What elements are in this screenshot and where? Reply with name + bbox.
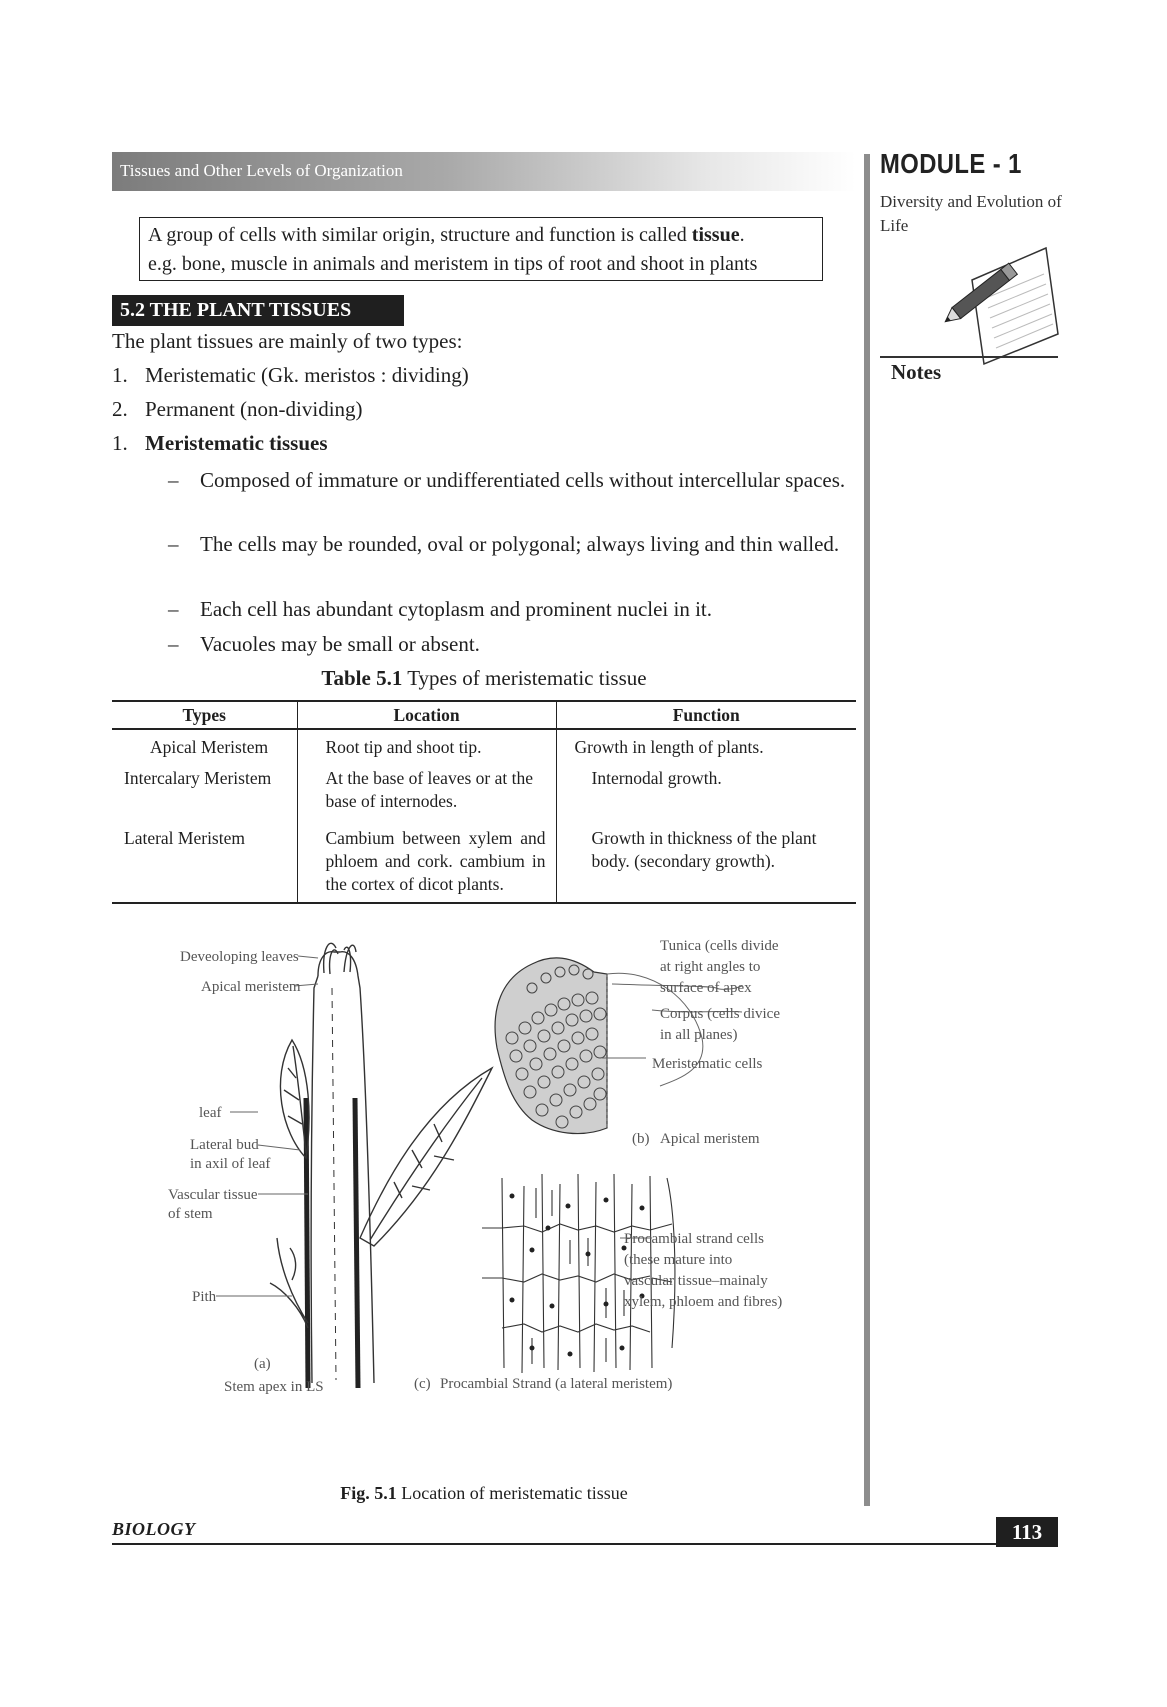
table-cell: Root tip and shoot tip. [297,729,556,763]
page-number: 113 [996,1517,1058,1547]
running-header [112,152,856,191]
subheading: 1. Meristematic tissues [112,431,328,455]
table-cell: Growth in length of plants. [556,729,856,763]
panel-a-caption: Stem apex in LS [224,1379,324,1395]
table-row [112,823,856,903]
module-title: MODULE - 1 [880,148,1022,179]
column-header: Types [112,701,297,729]
meristem-figure [112,928,856,1458]
footer-subject: BIOLOGY [112,1519,196,1539]
label-vascular-tissue: Vascular tissue [168,1187,258,1203]
bullet-item: – The cells may be rounded, oval or polygonal; always living and thin walled. [168,532,840,556]
label-procambial-3: vascular tissue–mainaly [624,1273,768,1289]
notes-rule [880,356,1058,358]
label-procambial-4: xylem, phloem and fibres) [624,1294,783,1310]
type-item: 2. Permanent (non-dividing) [112,397,363,421]
definition-box [139,217,823,281]
module-subtitle: Diversity and Evolution of Life [880,192,1062,235]
table-row [112,729,856,763]
margin-rule [864,154,870,1506]
label-vascular-tissue-2: of stem [168,1206,213,1222]
stem-apex-drawing [270,943,492,1388]
notes-label: Notes [891,360,942,384]
label-procambial-2: (these mature into [624,1252,733,1268]
footer-rule [112,1543,1056,1545]
label-corpus-2: in all planes) [660,1027,738,1043]
definition-line-1: A group of cells with similar origin, structure and function is called tissue. [148,224,745,246]
label-tunica: Tunica (cells divide [660,938,779,954]
tissue-term: tissue [691,224,740,246]
table-cell: Cambium between xylem and phloem and cork. cambium in the cortex of dicot plants. [297,823,556,903]
column-header: Location [297,701,556,729]
definition-line-2: e.g. bone, muscle in animals and meristem in tips of root and shoot in plants [148,253,758,275]
panel-c-label: (c) [414,1376,431,1392]
table-header-row [112,701,856,729]
panel-b-label: (b) [632,1131,650,1147]
table-cell: Apical Meristem [150,737,269,757]
type-item: 1. Meristematic (Gk. meristos : dividing) [112,363,469,387]
panel-c-caption: Procambial Strand (a lateral meristem) [440,1376,673,1392]
table-cell: At the base of leaves or at the base of internodes. [297,763,556,823]
table-cell: Growth in thickness of the plant body. (secondary growth). [556,823,856,903]
running-title: Tissues and Other Levels of Organization [120,161,403,180]
pencil-paper-icon [940,242,1060,370]
label-leaf: leaf [199,1105,222,1121]
label-developing-leaves: Deveoloping leaves [180,949,299,965]
section-heading: 5.2 THE PLANT TISSUES [112,295,404,326]
label-lateral-bud-2: in axil of leaf [190,1156,271,1172]
section-intro: The plant tissues are mainly of two types: [112,329,463,353]
panel-a-label: (a) [254,1356,271,1372]
label-lateral-bud: Lateral bud [190,1137,259,1153]
bullet-item: – Composed of immature or undifferentiated cells without intercellular spaces. [168,468,846,492]
table-row [112,763,856,823]
label-procambial: Procambial strand cells [624,1231,764,1247]
label-corpus: Corpus (cells divice [660,1006,780,1022]
figure-caption: Fig. 5.1 Location of meristematic tissue [340,1483,628,1503]
table-cell: Intercalary Meristem [124,768,272,788]
table-cell: Internodal growth. [556,763,856,823]
label-pith: Pith [192,1289,217,1305]
label-apical-meristem: Apical meristem [201,979,301,995]
column-header: Function [556,701,856,729]
bullet-item: – Vacuoles may be small or absent. [168,632,480,656]
table-caption: Table 5.1 Types of meristematic tissue [321,666,647,690]
meristem-table [112,700,856,904]
label-meristematic-cells: Meristematic cells [652,1056,763,1072]
label-tunica-2: at right angles to [660,959,761,975]
label-tunica-3: surface of apex [660,980,752,996]
table-cell: Lateral Meristem [112,823,297,903]
panel-b-caption: Apical meristem [660,1131,760,1147]
bullet-item: – Each cell has abundant cytoplasm and prominent nuclei in it. [168,597,713,621]
